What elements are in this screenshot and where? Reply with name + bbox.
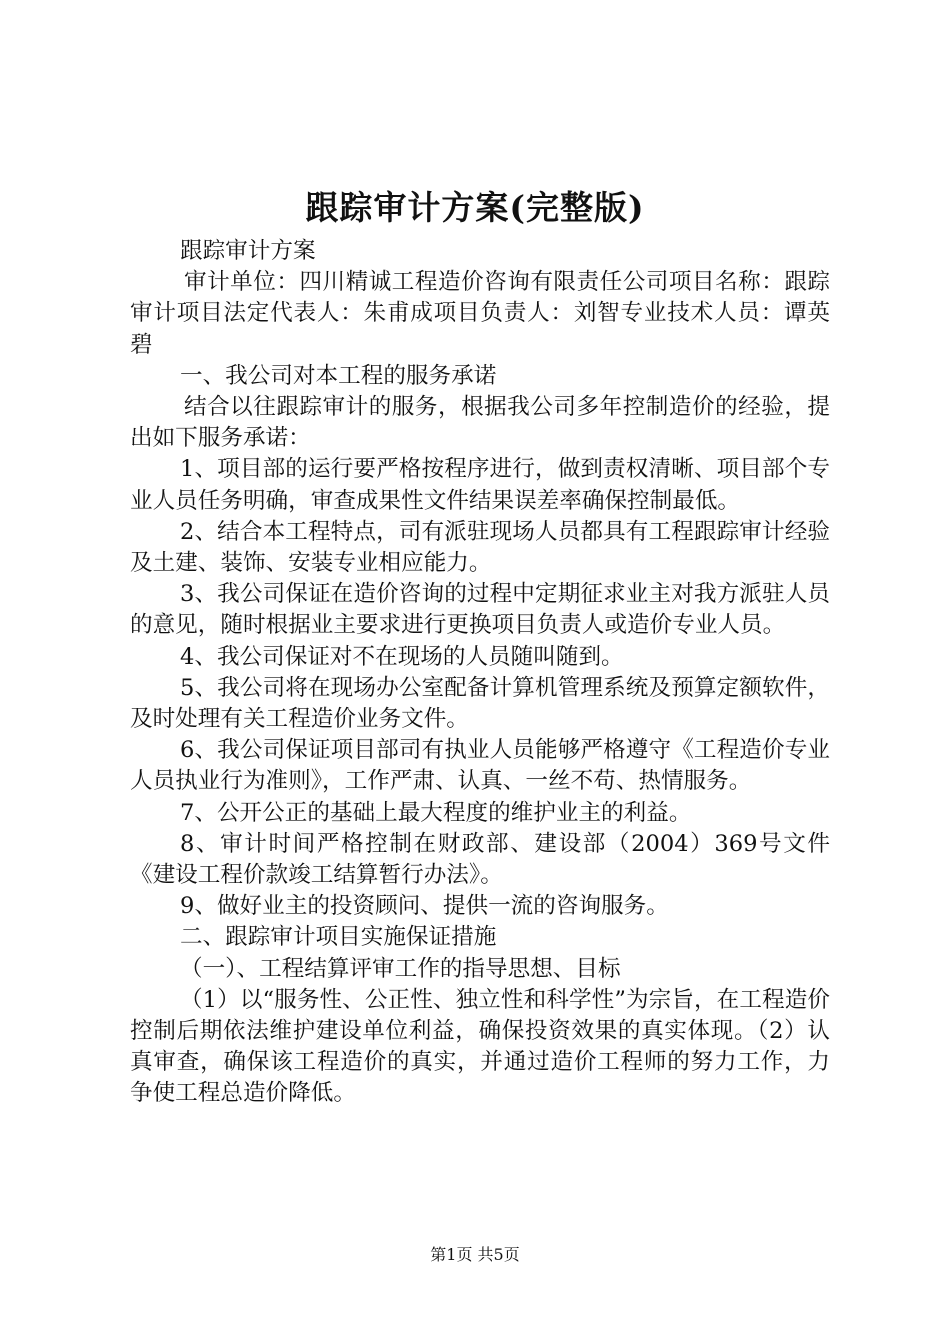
list-item-9: 9、做好业主的投资顾问、提供一流的咨询服务。 (180, 893, 669, 920)
section-heading-2: 二、跟踪审计项目实施保证措施 (180, 924, 497, 951)
list-item-2: 2、结合本工程特点，司有派驻现场人员都具有工程跟踪审计经验及土建、装饰、安装专业相应能力。 (130, 518, 830, 577)
document-title: 跟踪审计方案(完整版) (305, 188, 645, 227)
paragraph-guiding-principles: （1）以“服务性、公正性、独立性和科学性”为宗旨，在工程造价控制后期依法维护建设单位利益，确保投资效果的真实体现。（2）认真审查，确保该工程造价的真实，并通过造价工程师的努力工作，力争使工程总造价降低。 (130, 986, 830, 1107)
list-item-6: 6、我公司保证项目部司有执业人员能够严格遵守《工程造价专业人员执业行为准则》，工作严肃、认真、一丝不苟、热情服务。 (130, 737, 830, 795)
subsection-heading: （一）、工程结算评审工作的指导思想、目标 (180, 955, 621, 982)
page-footer: 第1页 共5页 (430, 1245, 520, 1264)
list-item-8: 8、审计时间严格控制在财政部、建设部（2004）369号文件《建设工程价款竣工结算暂行办法》。 (130, 830, 830, 889)
paragraph-intro: 结合以往跟踪审计的服务，根据我公司多年控制造价的经验，提出如下服务承诺： (130, 394, 830, 452)
section-heading-1: 一、我公司对本工程的服务承诺 (180, 362, 497, 389)
list-item-3: 3、我公司保证在造价咨询的过程中定期征求业主对我方派驻人员的意见，随时根据业主要求进行更换项目负责人或造价专业人员。 (130, 581, 830, 639)
list-item-7: 7、公开公正的基础上最大程度的维护业主的利益。 (180, 799, 692, 826)
list-item-4: 4、我公司保证对不在现场的人员随叫随到。 (180, 643, 624, 670)
paragraph-audit-unit: 审计单位：四川精诚工程造价咨询有限责任公司项目名称：跟踪审计项目法定代表人：朱甫成项目负责人：刘智专业技术人员：谭英碧 (130, 269, 830, 358)
paragraph-subtitle: 跟踪审计方案 (180, 238, 316, 264)
list-item-5: 5、我公司将在现场办公室配备计算机管理系统及预算定额软件，及时处理有关工程造价业务文件。 (130, 674, 830, 733)
list-item-1: 1、项目部的运行要严格按程序进行，做到责权清晰、项目部个专业人员任务明确，审查成果性文件结果误差率确保控制最低。 (130, 456, 830, 514)
document-body (130, 236, 830, 1110)
